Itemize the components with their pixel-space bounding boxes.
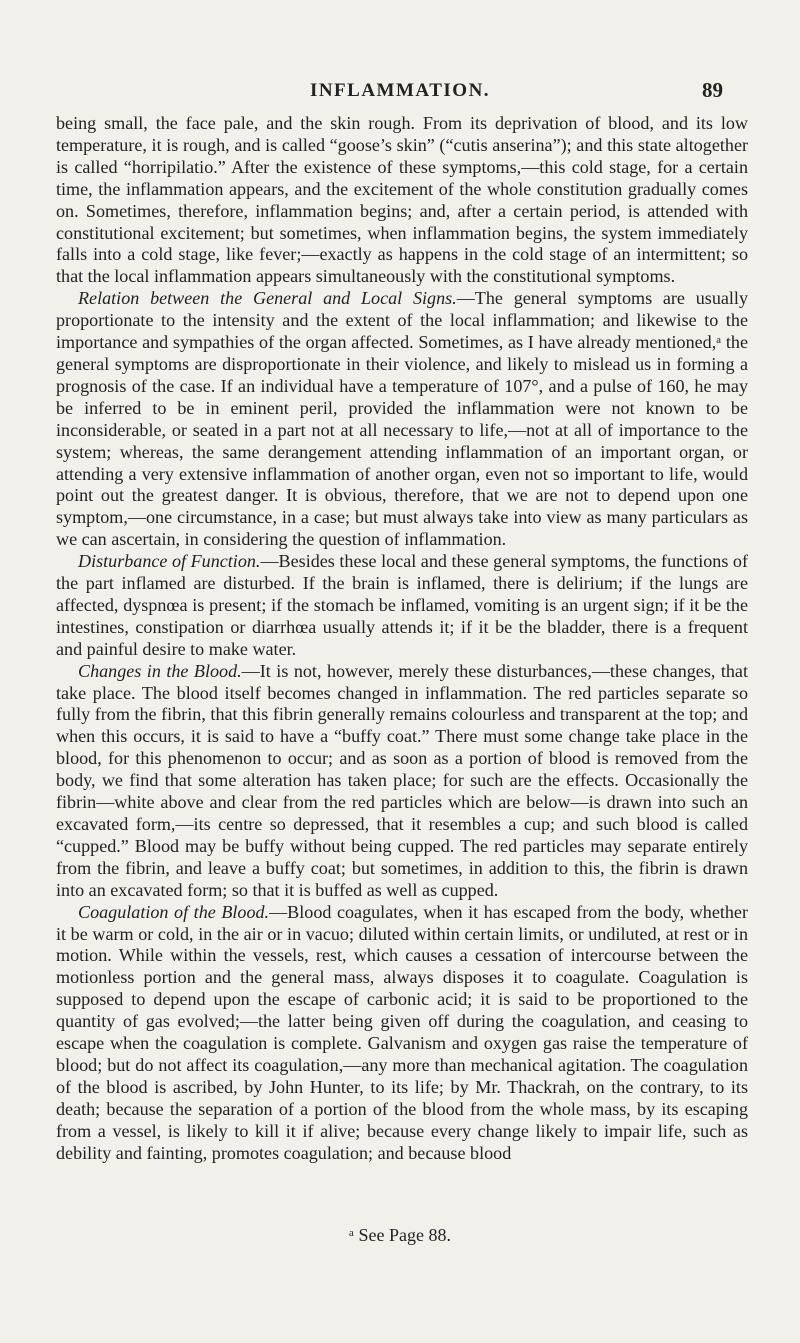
page-number: 89 [702,78,723,102]
section-heading: Changes in the Blood. [78,660,242,681]
section-heading: Disturbance of Function. [78,551,261,572]
paragraph-text: —The general symptoms are usually proportionate to the intensity and the extent of the local inflammation; and likewise to the importance and sympathies of the organ affected. Sometimes, as I have already mentioned,ᵃ the general symptoms are disproportionate in their violence, and likely to mislead us in forming a prognosis of the case. If an individual have a temperature of 107°, and a pulse of 160, he may be inferred to be in eminent peril, provided the inflammation were not known to be inconsiderable, or seated in a part not at all necessary to life,—not at all of importance to the system; whereas, the same derangement attending inflammation of an important organ, or attending a very extensive inflammation of another organ, even not so important to life, would point out the greatest danger. It is obvious, therefore, that we are not to depend upon one symptom,—one circumstance, in a case; but must always take into view as many particulars as we can ascertain, in considering the question of inflammation. [56,288,748,550]
paragraph-text: —It is not, however, merely these disturbances,—these changes, that take place. The blood itself becomes changed in inflammation. The red particles separate so fully from the fibrin, that this fibrin generally remains colourless and transparent at the top; and when this occurs, it is said to have a “buffy coat.” There must some change take place in the blood, for this phenomenon to occur; and as soon as a portion of blood is removed from the body, we find that some alteration has taken place; for such are the effects. Occasionally the fibrin—white above and clear from the red particles which are below—is drawn into such an excavated form,—its centre so depressed, that it resembles a cup; and such blood is called “cupped.” Blood may be buffy without being cupped. The red particles may separate entirely from the fibrin, and leave a buffy coat; but sometimes, in addition to this, the fibrin is drawn into an excavated form; so that it is buffed as well as cupped. [56,660,748,900]
footnote: ᵃ See Page 88. [349,1225,451,1245]
paragraph-text: being small, the face pale, and the skin rough. From its deprivation of blood, and its low temperature, it is rough, and is called “goose’s skin” (“cutis anserina”); and this state altogether is called “horripilatio.” After the existence of these symptoms,—this cold stage, for a certain time, the inflammation appears, and the excitement of the whole constitution gradually comes on. Sometimes, therefore, inflammation begins; and, after a certain period, is attended with constitutional excitement; but sometimes, when inflammation begins, the system immediately falls into a cold stage, like fever;—exactly as happens in the cold stage of an intermittent; so that the local inflammation appears simultaneously with the constitutional symptoms. [56,113,748,287]
section-heading: Relation between the General and Local Signs. [78,288,457,309]
paragraph [56,661,748,902]
body-text [56,113,748,1165]
paragraph [56,113,748,288]
section-heading: Coagulation of the Blood. [78,901,270,922]
paragraph [56,288,748,551]
paragraph-text: —Besides these local and these general symptoms, the functions of the part inflamed are disturbed. If the brain is inflamed, there is delirium; if the lungs are affected, dyspnœa is present; if the stomach be inflamed, vomiting is an urgent sign; if it be the intestines, constipation or diarrhœa usually attends it; if it be the bladder, there is a frequent and painful desire to make water. [56,551,748,659]
paragraph [56,551,748,661]
paragraph [56,902,748,1165]
running-title: INFLAMMATION. [309,80,491,101]
page-header [0,80,800,108]
paragraph-text: —Blood coagulates, when it has escaped from the body, whether it be warm or cold, in the air or in vacuo; diluted within certain limits, or undiluted, at rest or in motion. While within the vessels, rest, which causes a cessation of intercourse between the motionless portion and the general mass, always disposes it to coagulate. Coagulation is supposed to depend upon the escape of carbonic acid; it is said to be proportioned to the quantity of gas evolved;—the latter being given off during the coagulation, and ceasing to escape when the coagulation is complete. Galvanism and oxygen gas raise the temperature of blood; but do not affect its coagulation,—any more than mechanical agitation. The coagulation of the blood is ascribed, by John Hunter, to its life; by Mr. Thackrah, on the contrary, to its death; because the separation of a portion of the blood from the whole mass, by its escaping from a vessel, is likely to kill it if alive; because every change likely to impair life, such as debility and fainting, promotes coagulation; and because blood [56,901,748,1163]
